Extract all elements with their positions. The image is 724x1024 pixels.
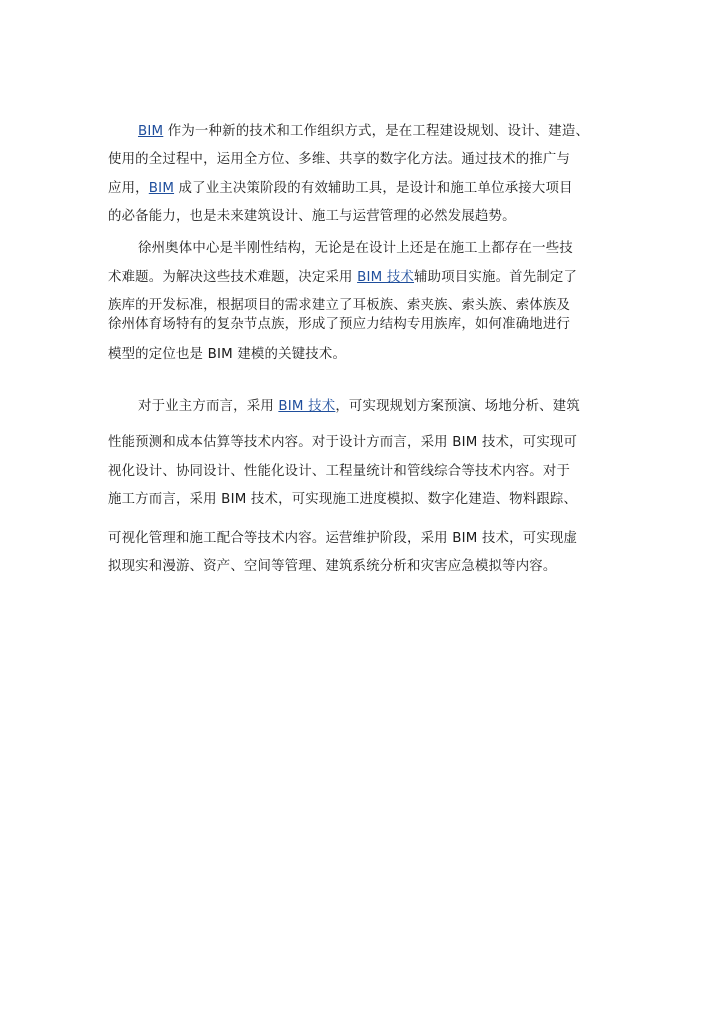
p2-line-2	[108, 269, 577, 287]
p1-line-2: 使用的全过程中，运用全方位、多维、共享的数字化方法。通过技术的推广与	[108, 152, 571, 167]
bim-technology-link[interactable]: BIM 技术	[278, 399, 336, 414]
bim-link[interactable]: BIM	[138, 124, 164, 139]
p3-line-1-text: ，可实现规划方案预演、场地分析、建筑	[335, 399, 580, 414]
p2-line-4: 徐州体育场特有的复杂节点族，形成了预应力结构专用族库，如何准确地进行	[108, 317, 571, 332]
p3-line-6: 拟现实和漫游、资产、空间等管理、建筑系统分析和灾害应急模拟等内容。	[108, 559, 557, 574]
p2-line-1: 徐州奥体中心是半刚性结构，无论是在设计上还是在施工上都存在一些技	[138, 241, 573, 256]
bim-link[interactable]: BIM	[148, 181, 175, 196]
p2-line-2-pre: 术难题。为解决这些技术难题，决定采用	[108, 270, 358, 285]
bim-technology-link[interactable]: BIM 技术	[357, 270, 415, 285]
p2-line-2-text: 辅助项目实施。首先制定了	[414, 270, 578, 285]
p3-line-1-pre: 对于业主方而言，采用	[138, 399, 279, 414]
p1-line-3-pre: 应用，	[108, 181, 149, 196]
p3-line-5: 可视化管理和施工配合等技术内容。运营维护阶段，采用 BIM 技术，可实现虚	[108, 531, 578, 546]
p2-line-5: 模型的定位也是 BIM 建模的关键技术。	[108, 347, 347, 362]
p3-line-1	[138, 398, 580, 416]
p2-line-3: 族库的开发标准，根据项目的需求建立了耳板族、索夹族、索头族、索体族及	[108, 298, 571, 313]
p3-line-4: 施工方而言，采用 BIM 技术，可实现施工进度模拟、数字化建造、物料跟踪、	[108, 492, 578, 507]
p1-line-4: 的必备能力，也是未来建筑设计、施工与运营管理的必然发展趋势。	[108, 209, 516, 224]
p1-line-3-text: 成了业主决策阶段的有效辅助工具，是设计和施工单位承接大项目	[174, 181, 573, 196]
p3-line-3: 视化设计、协同设计、性能化设计、工程量统计和管线综合等技术内容。对于	[108, 464, 571, 479]
p1-line-1	[138, 123, 589, 141]
p1-line-1-text: 作为一种新的技术和工作组织方式，是在工程建设规划、设计、建造、	[163, 124, 590, 139]
p3-line-2: 性能预测和成本估算等技术内容。对于设计方而言，采用 BIM 技术，可实现可	[108, 435, 578, 450]
p1-line-3	[108, 180, 573, 198]
